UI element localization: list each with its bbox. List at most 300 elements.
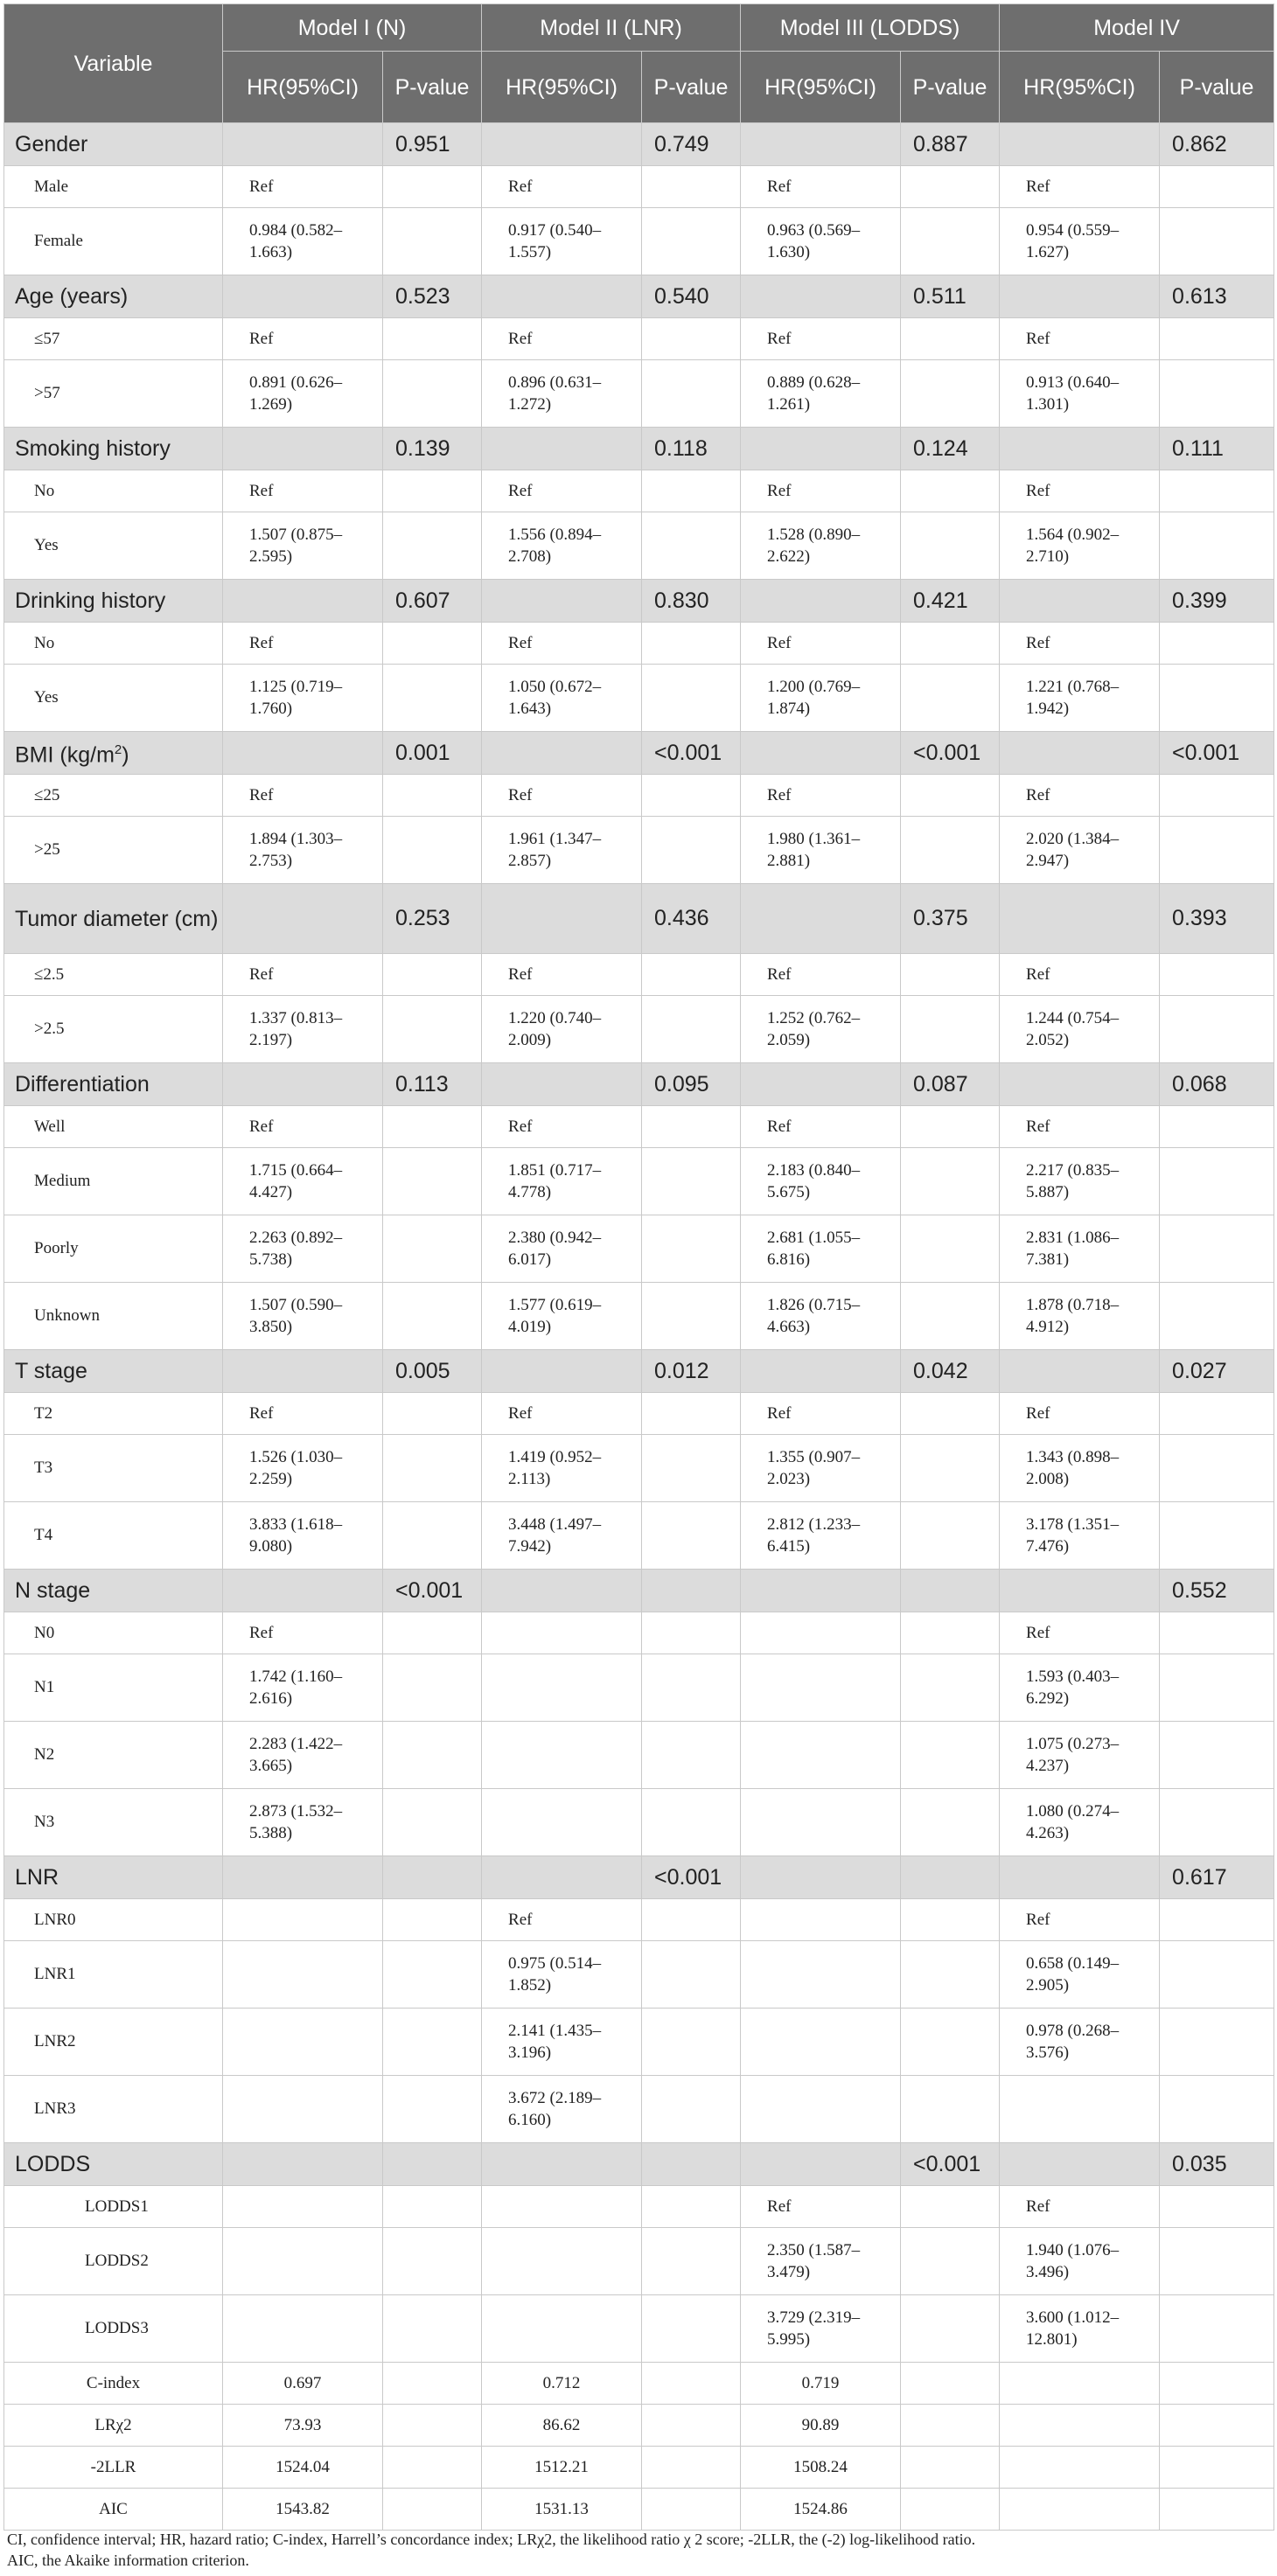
hr-cell [482,2186,642,2228]
p-value-cell [1160,1722,1274,1789]
hr-cell: Ref [741,954,901,996]
hr-cell: Ref [223,470,383,512]
p-value-cell [1160,2447,1274,2489]
category-label-text: Tumor diameter (cm) [15,906,219,931]
subgroup-label: Yes [4,665,223,732]
subgroup-label: N1 [4,1654,223,1722]
hr-cell [482,1350,642,1393]
p-value-cell [1160,1612,1274,1654]
p-value-cell [1160,1393,1274,1435]
subgroup-row [4,1502,1274,1570]
p-value-cell [1160,318,1274,360]
hr-cell [741,1789,901,1856]
subgroup-row [4,1612,1274,1654]
hr-cell [741,2076,901,2143]
p-value-cell [642,2009,741,2076]
hr-cell [1000,2405,1160,2447]
hr-cell: 2.380 (0.942–6.017) [482,1215,642,1283]
subgroup-row [4,817,1274,884]
hr-cell: 2.141 (1.435–3.196) [482,2009,642,2076]
hr-cell [1000,732,1160,775]
subgroup-row [4,1283,1274,1350]
hr-cell: 2.217 (0.835–5.887) [1000,1148,1160,1215]
category-label-text: Differentiation [15,1072,150,1097]
p-value-cell [642,208,741,275]
category-label [4,2143,223,2186]
p-value-cell [383,360,482,428]
hr-cell [223,732,383,775]
hr-cell: Ref [482,1106,642,1148]
p-value-cell [383,1435,482,1502]
p-value-cell [1160,2076,1274,2143]
hr-cell: 1.564 (0.902–2.710) [1000,512,1160,580]
hr-cell: Ref [482,470,642,512]
p-value-cell: 0.042 [901,1350,1000,1393]
category-row [4,2143,1274,2186]
subgroup-row [4,1941,1274,2009]
hr-cell: 2.283 (1.422–3.665) [223,1722,383,1789]
hr-cell: Ref [223,1106,383,1148]
hr-cell: 0.896 (0.631–1.272) [482,360,642,428]
category-row [4,123,1274,166]
p-value-cell [1160,1941,1274,2009]
hr-cell: 1.577 (0.619–4.019) [482,1283,642,1350]
p-value-cell [642,1393,741,1435]
hr-cell [482,1789,642,1856]
hr-cell: 1508.24 [741,2447,901,2489]
p-value-cell [642,2363,741,2405]
p-value-cell: 0.005 [383,1350,482,1393]
p-value-cell [1160,470,1274,512]
hr-cell [223,1063,383,1106]
hr-cell: 2.873 (1.532–5.388) [223,1789,383,1856]
p-value-cell [901,2295,1000,2363]
category-label-text: LODDS [15,2152,91,2176]
category-row [4,275,1274,318]
p-value-cell [901,1789,1000,1856]
hr-cell: Ref [1000,954,1160,996]
p-value-cell [383,2228,482,2295]
hr-cell: 1.715 (0.664–4.427) [223,1148,383,1215]
category-label [4,1063,223,1106]
p-value-cell [901,2405,1000,2447]
hr-cell [1000,275,1160,318]
hr-cell: 1.050 (0.672–1.643) [482,665,642,732]
p-value-cell [383,2186,482,2228]
statistic-row [4,2489,1274,2531]
p-value-cell [1160,2295,1274,2363]
p-value-cell: 0.523 [383,275,482,318]
p-value-cell [1160,360,1274,428]
p-value-cell [901,1215,1000,1283]
hr-cell [223,2009,383,2076]
p-value-cell [901,665,1000,732]
p-value-cell: 0.830 [642,580,741,623]
p-value-cell: 0.421 [901,580,1000,623]
hr-header: HR(95%CI) [741,52,901,123]
p-value-cell [383,1899,482,1941]
p-value-cell [383,1789,482,1856]
hr-cell: 1.826 (0.715–4.663) [741,1283,901,1350]
category-label-text: BMI (kg/m [15,742,115,768]
superscript: 2 [114,742,122,758]
subgroup-label: LNR2 [4,2009,223,2076]
model-3-header: Model III (LODDS) [741,4,1000,52]
hr-cell: Ref [741,1393,901,1435]
hr-cell [1000,1350,1160,1393]
p-value-cell: 0.118 [642,428,741,470]
hr-cell: 1543.82 [223,2489,383,2531]
subgroup-label: >2.5 [4,996,223,1063]
p-value-cell [642,318,741,360]
p-value-cell: 0.393 [1160,884,1274,954]
hr-cell: 0.954 (0.559–1.627) [1000,208,1160,275]
p-value-cell [383,954,482,996]
p-value-cell [383,1502,482,1570]
p-value-cell: 0.436 [642,884,741,954]
hr-cell: Ref [482,775,642,817]
p-value-cell [642,2143,741,2186]
p-value-cell [901,2228,1000,2295]
hr-cell [223,1941,383,2009]
p-value-cell [642,512,741,580]
p-value-cell: 0.951 [383,123,482,166]
statistic-label: LRχ2 [4,2405,223,2447]
subgroup-row [4,470,1274,512]
p-value-cell [901,1941,1000,2009]
subgroup-label: ≤25 [4,775,223,817]
hr-cell [482,732,642,775]
p-value-cell [901,1148,1000,1215]
p-value-cell [901,318,1000,360]
hr-cell: Ref [482,166,642,208]
category-label [4,580,223,623]
category-label-text: Drinking history [15,588,166,613]
hr-cell: Ref [223,623,383,665]
p-value-cell: 0.111 [1160,428,1274,470]
hr-cell [482,428,642,470]
hr-cell: Ref [1000,1393,1160,1435]
category-row [4,1856,1274,1899]
hr-cell: 1.252 (0.762–2.059) [741,996,901,1063]
hr-cell [1000,884,1160,954]
statistic-row [4,2363,1274,2405]
hr-cell [482,2228,642,2295]
hr-cell: 0.917 (0.540–1.557) [482,208,642,275]
hr-cell [223,123,383,166]
hr-cell: 1.980 (1.361–2.881) [741,817,901,884]
hr-cell [741,2143,901,2186]
hr-cell: Ref [741,1106,901,1148]
p-value-cell [901,166,1000,208]
subgroup-label: Female [4,208,223,275]
hazard-ratio-table [3,3,1274,2531]
p-value-cell [383,208,482,275]
p-value-cell [1160,1899,1274,1941]
category-row [4,1570,1274,1612]
hr-cell: 2.350 (1.587–3.479) [741,2228,901,2295]
category-label [4,1856,223,1899]
p-value-cell [1160,1789,1274,1856]
hr-cell: Ref [482,318,642,360]
hr-cell: 1.961 (1.347–2.857) [482,817,642,884]
p-value-cell [383,2143,482,2186]
hr-cell: Ref [223,166,383,208]
subgroup-label: ≤57 [4,318,223,360]
hr-cell: 3.729 (2.319–5.995) [741,2295,901,2363]
subgroup-label: No [4,470,223,512]
footnote-line: AIC, the Akaike information criterion. [7,2552,249,2569]
p-value-header: P-value [1160,52,1274,123]
p-value-cell [1160,166,1274,208]
p-value-cell: 0.613 [1160,275,1274,318]
hr-cell: 1524.86 [741,2489,901,2531]
hr-cell [223,884,383,954]
hr-cell: 3.448 (1.497–7.942) [482,1502,642,1570]
p-value-cell [383,166,482,208]
hr-cell [741,1654,901,1722]
p-value-cell [901,2076,1000,2143]
table-footnote [7,2529,1267,2571]
hr-cell: 0.712 [482,2363,642,2405]
p-value-cell [383,470,482,512]
subgroup-row [4,775,1274,817]
subgroup-label: LODDS2 [4,2228,223,2295]
p-value-cell [901,817,1000,884]
p-value-cell [1160,1148,1274,1215]
category-label-end: ) [122,742,129,768]
subgroup-row [4,2009,1274,2076]
hr-cell: Ref [1000,775,1160,817]
hr-cell: 2.263 (0.892–5.738) [223,1215,383,1283]
hr-cell: Ref [741,623,901,665]
category-row [4,580,1274,623]
p-value-header: P-value [383,52,482,123]
hr-cell: Ref [1000,318,1160,360]
p-value-cell [901,2447,1000,2489]
p-value-cell [383,1106,482,1148]
p-value-cell [642,1106,741,1148]
p-value-cell [1160,623,1274,665]
p-value-cell [642,1722,741,1789]
hr-cell [223,580,383,623]
p-value-cell [642,470,741,512]
p-value-cell [642,360,741,428]
p-value-cell [901,1435,1000,1502]
p-value-cell [1160,2228,1274,2295]
hr-cell: 1.419 (0.952–2.113) [482,1435,642,1502]
subgroup-row [4,2295,1274,2363]
p-value-cell [383,1941,482,2009]
p-value-cell [642,2295,741,2363]
hr-cell [482,1612,642,1654]
hr-cell: 2.681 (1.055–6.816) [741,1215,901,1283]
hr-cell: 0.889 (0.628–1.261) [741,360,901,428]
p-value-cell [901,623,1000,665]
subgroup-row [4,2228,1274,2295]
p-value-cell: 0.012 [642,1350,741,1393]
hr-cell [741,1570,901,1612]
p-value-cell [383,1654,482,1722]
p-value-cell [383,512,482,580]
p-value-cell [901,1502,1000,1570]
hr-cell: 1.343 (0.898–2.008) [1000,1435,1160,1502]
hr-cell [482,2143,642,2186]
p-value-cell [1160,1283,1274,1350]
subgroup-label: N0 [4,1612,223,1654]
p-value-cell [642,1789,741,1856]
hr-cell [741,2009,901,2076]
category-label [4,1570,223,1612]
subgroup-row [4,166,1274,208]
hr-cell [741,732,901,775]
p-value-cell [383,1722,482,1789]
subgroup-row [4,318,1274,360]
p-value-cell [383,2405,482,2447]
p-value-cell: 0.749 [642,123,741,166]
p-value-cell [642,2447,741,2489]
hr-cell: 1.355 (0.907–2.023) [741,1435,901,1502]
p-value-cell [642,1283,741,1350]
hr-cell: 1.125 (0.719–1.760) [223,665,383,732]
category-row [4,1350,1274,1393]
p-value-cell [1160,2363,1274,2405]
hr-cell: Ref [1000,1899,1160,1941]
category-label-text: LNR [15,1865,59,1890]
p-value-cell: <0.001 [642,732,741,775]
p-value-cell [642,1435,741,1502]
hr-cell [1000,1063,1160,1106]
hr-cell: 1.220 (0.740–2.009) [482,996,642,1063]
hr-cell [741,1722,901,1789]
hr-cell: Ref [482,954,642,996]
subgroup-label: LODDS1 [4,2186,223,2228]
p-value-cell [901,2489,1000,2531]
hr-cell: Ref [1000,1106,1160,1148]
subgroup-label: T4 [4,1502,223,1570]
p-value-cell: <0.001 [383,1570,482,1612]
p-value-cell [901,208,1000,275]
p-value-cell [901,1899,1000,1941]
hr-cell: 3.600 (1.012–12.801) [1000,2295,1160,2363]
p-value-cell [901,1722,1000,1789]
p-value-cell: <0.001 [901,2143,1000,2186]
subgroup-row [4,1654,1274,1722]
hr-cell: Ref [1000,2186,1160,2228]
hr-cell [223,275,383,318]
hr-cell: Ref [741,470,901,512]
hr-cell [482,1570,642,1612]
model-2-header: Model II (LNR) [482,4,741,52]
hr-cell: Ref [741,166,901,208]
subgroup-row [4,996,1274,1063]
p-value-cell [1160,665,1274,732]
hr-cell: 0.658 (0.149–2.905) [1000,1941,1160,2009]
hr-cell [1000,2143,1160,2186]
hr-cell: 1512.21 [482,2447,642,2489]
p-value-cell [383,996,482,1063]
hr-cell: 2.831 (1.086–7.381) [1000,1215,1160,1283]
hr-cell: Ref [741,775,901,817]
p-value-cell [901,1654,1000,1722]
hr-cell: Ref [223,1612,383,1654]
statistic-label: AIC [4,2489,223,2531]
hr-cell: 1524.04 [223,2447,383,2489]
subgroup-row [4,1435,1274,1502]
subgroup-label: Yes [4,512,223,580]
p-value-cell [642,1654,741,1722]
statistic-label: -2LLR [4,2447,223,2489]
hr-cell: 0.913 (0.640–1.301) [1000,360,1160,428]
hr-cell: 90.89 [741,2405,901,2447]
p-value-cell [383,665,482,732]
subgroup-label: ≤2.5 [4,954,223,996]
subgroup-label: >57 [4,360,223,428]
subgroup-row [4,1722,1274,1789]
hr-cell [482,275,642,318]
p-value-cell [383,2363,482,2405]
p-value-cell: 0.087 [901,1063,1000,1106]
hr-cell [482,1856,642,1899]
hr-cell [482,884,642,954]
p-value-cell [642,1941,741,2009]
hr-cell: Ref [1000,623,1160,665]
p-value-cell: 0.375 [901,884,1000,954]
hr-cell: 1.742 (1.160–2.616) [223,1654,383,1722]
p-value-cell [1160,775,1274,817]
subgroup-row [4,512,1274,580]
p-value-cell: 0.511 [901,275,1000,318]
hr-cell: 0.719 [741,2363,901,2405]
p-value-header: P-value [642,52,741,123]
hr-cell: Ref [482,1899,642,1941]
p-value-cell [383,1856,482,1899]
p-value-cell [1160,512,1274,580]
hr-header: HR(95%CI) [223,52,383,123]
p-value-cell [1160,817,1274,884]
p-value-cell: 0.399 [1160,580,1274,623]
p-value-cell [642,2489,741,2531]
hr-cell: Ref [223,775,383,817]
p-value-cell [901,1283,1000,1350]
p-value-cell [901,1570,1000,1612]
p-value-header: P-value [901,52,1000,123]
category-label-text: Gender [15,132,88,157]
hr-cell [1000,2489,1160,2531]
hr-cell [1000,1570,1160,1612]
statistic-label: C-index [4,2363,223,2405]
category-label [4,428,223,470]
hr-cell: Ref [741,318,901,360]
p-value-cell: 0.001 [383,732,482,775]
p-value-cell [1160,996,1274,1063]
hr-cell [741,1612,901,1654]
subgroup-label: LNR0 [4,1899,223,1941]
p-value-cell [1160,1215,1274,1283]
hr-cell: 1.221 (0.768–1.942) [1000,665,1160,732]
hr-cell: 1.940 (1.076–3.496) [1000,2228,1160,2295]
category-label [4,275,223,318]
category-row [4,428,1274,470]
p-value-cell [1160,1502,1274,1570]
p-value-cell: 0.540 [642,275,741,318]
p-value-cell: 0.124 [901,428,1000,470]
hr-cell [482,1722,642,1789]
subgroup-label: Poorly [4,1215,223,1283]
category-row [4,1063,1274,1106]
hr-cell: 0.975 (0.514–1.852) [482,1941,642,2009]
subgroup-label: No [4,623,223,665]
